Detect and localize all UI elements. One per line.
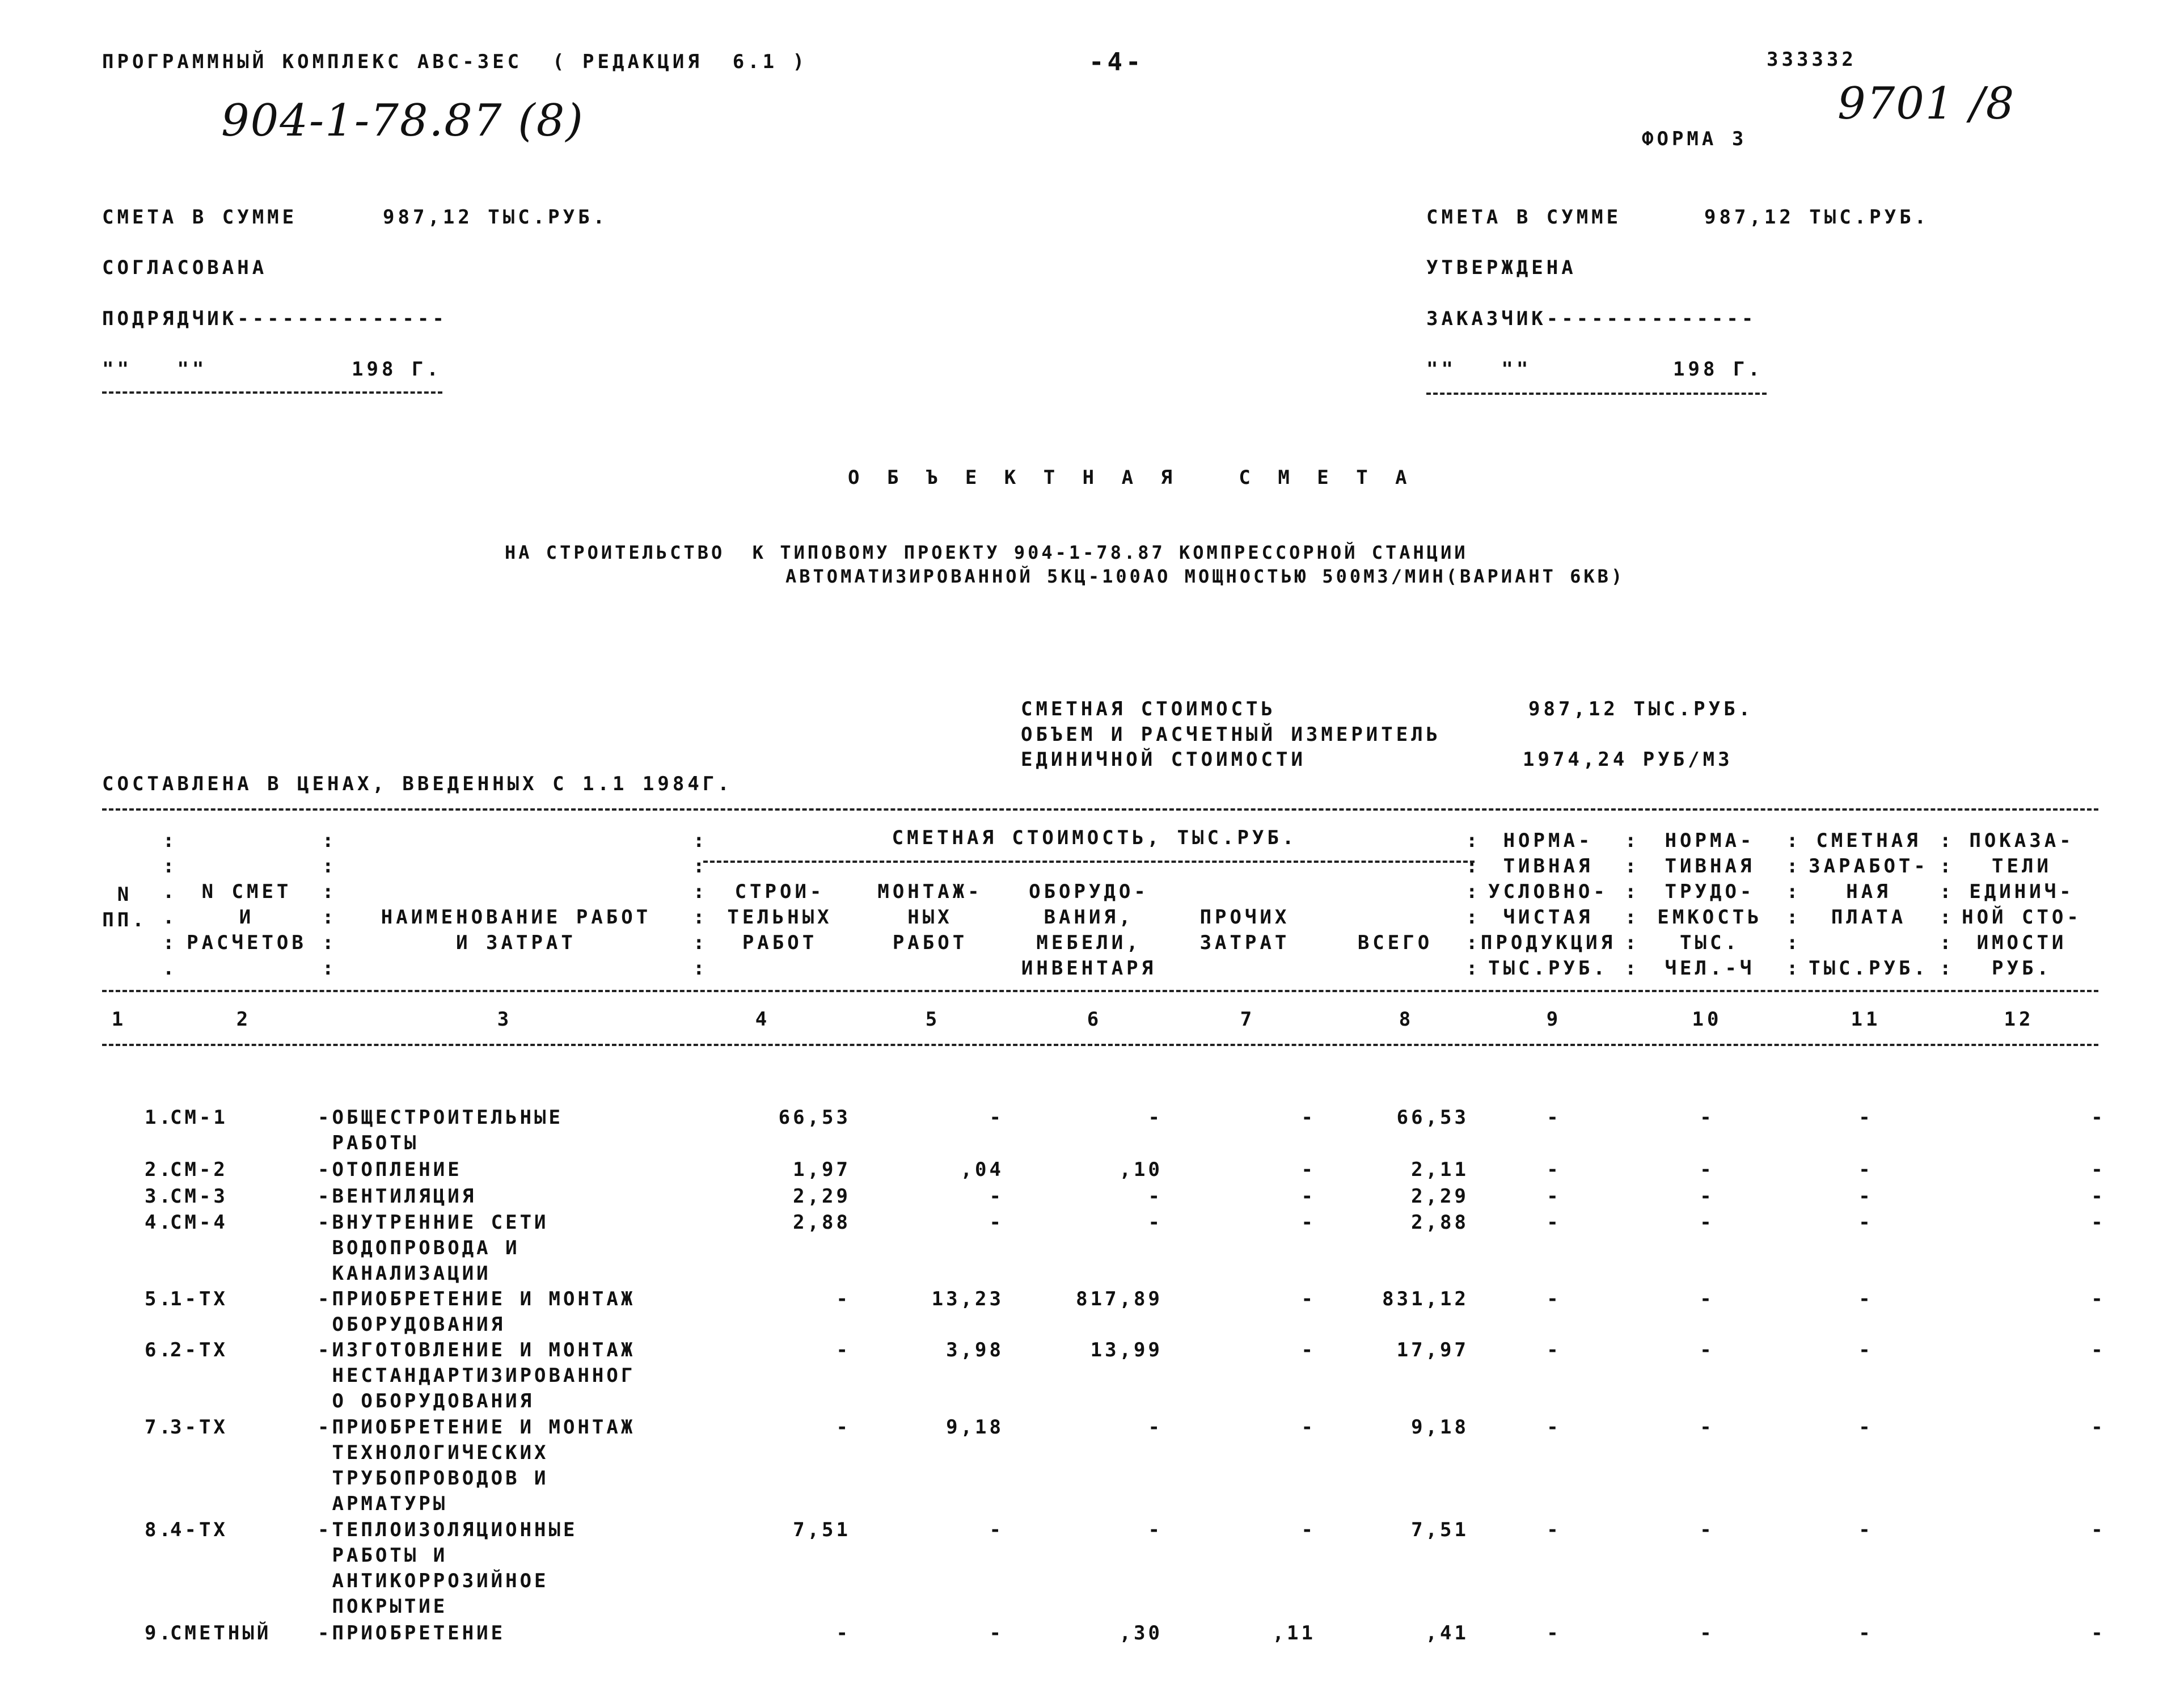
work-name: -ПРИОБРЕТЕНИЕ: [318, 1622, 506, 1645]
cell-total: 17,97: [1396, 1339, 1469, 1361]
cell-wages: -: [1858, 1185, 1873, 1208]
row-number: 5.: [145, 1288, 174, 1310]
cell-total: 831,12: [1382, 1288, 1469, 1310]
cell-total: 2,29: [1411, 1185, 1469, 1208]
cell-equipment: -: [1148, 1185, 1163, 1208]
cell-labor: -: [1700, 1288, 1714, 1310]
cell-labor: -: [1700, 1622, 1714, 1645]
cell-wages: -: [1858, 1519, 1873, 1541]
cell-installation: 9,18: [946, 1416, 1004, 1439]
cell-labor: -: [1700, 1106, 1714, 1129]
cell-construction: 2,88: [793, 1211, 851, 1234]
handwritten-reference: 9701 /8: [1837, 78, 2016, 129]
table-top-rule: [102, 808, 2098, 811]
cell-construction: -: [836, 1622, 851, 1645]
form-label: ФОРМА 3: [1642, 128, 1747, 150]
estimate-code: 2-ТХ: [170, 1339, 228, 1361]
column-number: 2: [236, 1008, 252, 1031]
cell-installation: -: [989, 1519, 1004, 1541]
work-name: -ВНУТРЕННИЕ СЕТИ ВОДОПРОВОДА И КАНАЛИЗАЦИИ: [318, 1211, 549, 1285]
cell-equipment: 817,89: [1076, 1288, 1163, 1310]
cell-installation: 13,23: [931, 1288, 1004, 1310]
cell-equipment: -: [1148, 1106, 1163, 1129]
cell-equipment: -: [1148, 1211, 1163, 1234]
right-sum-value: 987,12 ТЫС.РУБ.: [1704, 206, 1930, 229]
cell-other: -: [1301, 1288, 1316, 1310]
cell-norm-product: -: [1547, 1185, 1561, 1208]
cell-unit-cost: -: [2091, 1158, 2106, 1181]
column-numbers-bottom-rule: [102, 1044, 2098, 1046]
column-number: 8: [1399, 1008, 1414, 1031]
column-number: 5: [925, 1008, 941, 1031]
cell-other: -: [1301, 1339, 1316, 1361]
cell-norm-product: -: [1547, 1519, 1561, 1541]
cell-norm-product: -: [1547, 1288, 1561, 1310]
column-number: 1: [111, 1008, 127, 1031]
col-header-6: ОБОРУДО- ВАНИЯ, МЕБЕЛИ, ИНВЕНТАРЯ: [1021, 880, 1157, 980]
work-name: -ПРИОБРЕТЕНИЕ И МОНТАЖ ОБОРУДОВАНИЯ: [318, 1288, 636, 1336]
cell-other: -: [1301, 1185, 1316, 1208]
cell-norm-product: -: [1547, 1622, 1561, 1645]
col-header-5: МОНТАЖ- НЫХ РАБОТ: [877, 880, 983, 954]
prices-note: СОСТАВЛЕНА В ЦЕНАХ, ВВЕДЕННЫХ С 1.1 1984Г.: [102, 773, 733, 795]
cell-other: -: [1301, 1416, 1316, 1439]
row-number: 9.: [145, 1622, 174, 1645]
group-header-cost: СМЕТНАЯ СТОИМОСТЬ, ТЫС.РУБ.: [892, 827, 1298, 849]
cell-labor: -: [1700, 1416, 1714, 1439]
estimate-code: СМ-4: [170, 1211, 228, 1234]
column-separator: : : : : : :: [1466, 829, 1481, 980]
cell-labor: -: [1700, 1519, 1714, 1541]
estimate-code: СМЕТНЫЙ: [170, 1622, 272, 1645]
cell-total: 9,18: [1411, 1416, 1469, 1439]
document-number: 333332: [1767, 48, 1857, 71]
cell-equipment: ,30: [1119, 1622, 1163, 1645]
right-date-quotes: "" "": [1426, 358, 1532, 381]
handwritten-project-number: 904-1-78.87 (8): [221, 95, 584, 146]
cell-wages: -: [1858, 1339, 1873, 1361]
column-number: 6: [1087, 1008, 1102, 1031]
measure-value: 1974,24 РУБ/М3: [1523, 748, 1733, 771]
column-separator: : : : : : :: [322, 829, 337, 980]
row-number: 2.: [145, 1158, 174, 1181]
column-number: 12: [2004, 1008, 2034, 1031]
cell-labor: -: [1700, 1185, 1714, 1208]
work-name: -ОТОПЛЕНИЕ: [318, 1158, 462, 1181]
program-header: ПРОГРАММНЫЙ КОМПЛЕКС АВС-ЗЕС ( РЕДАКЦИЯ 6.1 ): [102, 50, 808, 73]
cell-construction: -: [836, 1339, 851, 1361]
cell-labor: -: [1700, 1339, 1714, 1361]
cell-unit-cost: -: [2091, 1416, 2106, 1439]
estimated-cost-value: 987,12 ТЫС.РУБ.: [1528, 698, 1754, 720]
col-header-1: N ПП.: [102, 883, 147, 931]
cell-total: 7,51: [1411, 1519, 1469, 1541]
cell-wages: -: [1858, 1416, 1873, 1439]
right-year: 198 Г.: [1673, 358, 1763, 381]
cell-norm-product: -: [1547, 1106, 1561, 1129]
column-separator: : : : : : :: [1786, 829, 1802, 980]
cell-wages: -: [1858, 1106, 1873, 1129]
cell-wages: -: [1858, 1288, 1873, 1310]
agreed-label: СОГЛАСОВАНА: [102, 256, 268, 279]
row-number: 4.: [145, 1211, 174, 1234]
estimate-code: СМ-3: [170, 1185, 228, 1208]
col-header-9: НОРМА- ТИВНАЯ УСЛОВНО- ЧИСТАЯ ПРОДУКЦИЯ ТЫС.РУБ.: [1480, 829, 1616, 980]
work-name: -ПРИОБРЕТЕНИЕ И МОНТАЖ ТЕХНОЛОГИЧЕСКИХ ТРУБОПРОВОДОВ И АРМАТУРЫ: [318, 1416, 636, 1515]
col-header-3: НАИМЕНОВАНИЕ РАБОТ И ЗАТРАТ: [381, 906, 652, 954]
cell-other: -: [1301, 1106, 1316, 1129]
cell-installation: -: [989, 1106, 1004, 1129]
col-header-10: НОРМА- ТИВНАЯ ТРУДО- ЕМКОСТЬ ТЫС. ЧЕЛ.-Ч: [1657, 829, 1763, 980]
subtitle-line-2: АВТОМАТИЗИРОВАННОЙ 5КЦ-100АО МОЩНОСТЬЮ 500М3/МИН(ВАРИАНТ 6КВ): [785, 566, 1625, 587]
column-number: 9: [1546, 1008, 1562, 1031]
row-number: 3.: [145, 1185, 174, 1208]
cell-norm-product: -: [1547, 1158, 1561, 1181]
cell-other: -: [1301, 1519, 1316, 1541]
cell-construction: 2,29: [793, 1185, 851, 1208]
cell-construction: -: [836, 1416, 851, 1439]
col-header-11: СМЕТНАЯ ЗАРАБОТ- НАЯ ПЛАТА ТЫС.РУБ.: [1809, 829, 1929, 980]
cell-unit-cost: -: [2091, 1339, 2106, 1361]
measure-label-1: ОБЪЕМ И РАСЧЕТНЫЙ ИЗМЕРИТЕЛЬ: [1021, 723, 1442, 746]
estimated-cost-label: СМЕТНАЯ СТОИМОСТЬ: [1021, 698, 1276, 720]
cell-construction: 1,97: [793, 1158, 851, 1181]
row-number: 1.: [145, 1106, 174, 1129]
estimate-code: 3-ТХ: [170, 1416, 228, 1439]
approved-label: УТВЕРЖДЕНА: [1426, 256, 1577, 279]
col-header-4: СТРОИ- ТЕЛЬНЫХ РАБОТ: [727, 880, 833, 954]
estimate-code: СМ-2: [170, 1158, 228, 1181]
work-name: -ВЕНТИЛЯЦИЯ: [318, 1185, 477, 1208]
cell-unit-cost: -: [2091, 1106, 2106, 1129]
measure-label-2: ЕДИНИЧНОЙ СТОИМОСТИ: [1021, 748, 1306, 771]
column-number: 4: [755, 1008, 771, 1031]
column-number: 11: [1851, 1008, 1881, 1031]
column-separator: : : : : : :: [1625, 829, 1640, 980]
cell-installation: -: [989, 1185, 1004, 1208]
column-separator: : : : : : :: [693, 829, 708, 980]
cell-unit-cost: -: [2091, 1185, 2106, 1208]
cell-unit-cost: -: [2091, 1211, 2106, 1234]
cell-installation: ,04: [960, 1158, 1004, 1181]
cell-other: ,11: [1272, 1622, 1316, 1645]
col-header-12: ПОКАЗА- ТЕЛИ ЕДИНИЧ- НОЙ СТО- ИМОСТИ РУБ.: [1962, 829, 2082, 980]
left-date-quotes: "" "": [102, 358, 208, 381]
estimate-code: 1-ТХ: [170, 1288, 228, 1310]
cell-unit-cost: -: [2091, 1519, 2106, 1541]
left-sum-value: 987,12 ТЫС.РУБ.: [383, 206, 609, 229]
row-number: 7.: [145, 1416, 174, 1439]
page-mark: -4-: [1089, 48, 1144, 77]
left-year: 198 Г.: [352, 358, 442, 381]
cell-labor: -: [1700, 1211, 1714, 1234]
estimate-code: СМ-1: [170, 1106, 228, 1129]
group-header-rule: [703, 861, 1475, 863]
cell-total: 66,53: [1396, 1106, 1469, 1129]
right-sum-label: СМЕТА В СУММЕ: [1426, 206, 1622, 229]
cell-labor: -: [1700, 1158, 1714, 1181]
cell-installation: -: [989, 1211, 1004, 1234]
cell-installation: 3,98: [946, 1339, 1004, 1361]
column-separator: : : : : : :: [1940, 829, 1955, 980]
cell-norm-product: -: [1547, 1416, 1561, 1439]
contractor-line: ПОДРЯДЧИК--------------: [102, 307, 447, 330]
column-number: 10: [1692, 1008, 1722, 1031]
cell-equipment: 13,99: [1090, 1339, 1163, 1361]
column-number: 7: [1240, 1008, 1256, 1031]
header-bottom-rule: [102, 990, 2098, 992]
cell-equipment: ,10: [1119, 1158, 1163, 1181]
row-number: 8.: [145, 1519, 174, 1541]
cell-construction: 7,51: [793, 1519, 851, 1541]
cell-total: ,41: [1425, 1622, 1469, 1645]
cell-wages: -: [1858, 1622, 1873, 1645]
right-signature-line: [1426, 393, 1767, 395]
cell-construction: 66,53: [778, 1106, 851, 1129]
work-name: -ТЕПЛОИЗОЛЯЦИОННЫЕ РАБОТЫ И АНТИКОРРОЗИЙНОЕ ПОКРЫТИЕ: [318, 1519, 578, 1618]
cell-total: 2,88: [1411, 1211, 1469, 1234]
cell-wages: -: [1858, 1211, 1873, 1234]
column-number: 3: [497, 1008, 513, 1031]
document-title: О Б Ъ Е К Т Н А Я С М Е Т А: [848, 466, 1415, 489]
cell-norm-product: -: [1547, 1211, 1561, 1234]
cell-unit-cost: -: [2091, 1622, 2106, 1645]
left-signature-line: [102, 391, 442, 394]
cell-equipment: -: [1148, 1519, 1163, 1541]
subtitle-line-1: НА СТРОИТЕЛЬСТВО К ТИПОВОМУ ПРОЕКТУ 904-1-78.87 КОМПРЕССОРНОЙ СТАНЦИИ: [505, 542, 1468, 563]
col-header-7: ПРОЧИХ ЗАТРАТ: [1199, 906, 1290, 954]
cell-norm-product: -: [1547, 1339, 1561, 1361]
estimate-code: 4-ТХ: [170, 1519, 228, 1541]
col-header-2: N СМЕТ И РАСЧЕТОВ: [187, 880, 307, 954]
cell-other: -: [1301, 1211, 1316, 1234]
cell-wages: -: [1858, 1158, 1873, 1181]
cell-unit-cost: -: [2091, 1288, 2106, 1310]
work-name: -ИЗГОТОВЛЕНИЕ И МОНТАЖ НЕСТАНДАРТИЗИРОВАННОГ О ОБОРУДОВАНИЯ: [318, 1339, 636, 1412]
cell-construction: -: [836, 1288, 851, 1310]
cell-total: 2,11: [1411, 1158, 1469, 1181]
column-separator: : : . . : .: [163, 829, 178, 980]
row-number: 6.: [145, 1339, 174, 1361]
cell-other: -: [1301, 1158, 1316, 1181]
cell-equipment: -: [1148, 1416, 1163, 1439]
work-name: -ОБЩЕСТРОИТЕЛЬНЫЕ РАБОТЫ: [318, 1106, 563, 1154]
left-sum-label: СМЕТА В СУММЕ: [102, 206, 298, 229]
col-header-8: ВСЕГО: [1357, 931, 1433, 954]
cell-installation: -: [989, 1622, 1004, 1645]
customer-line: ЗАКАЗЧИК--------------: [1426, 307, 1757, 330]
